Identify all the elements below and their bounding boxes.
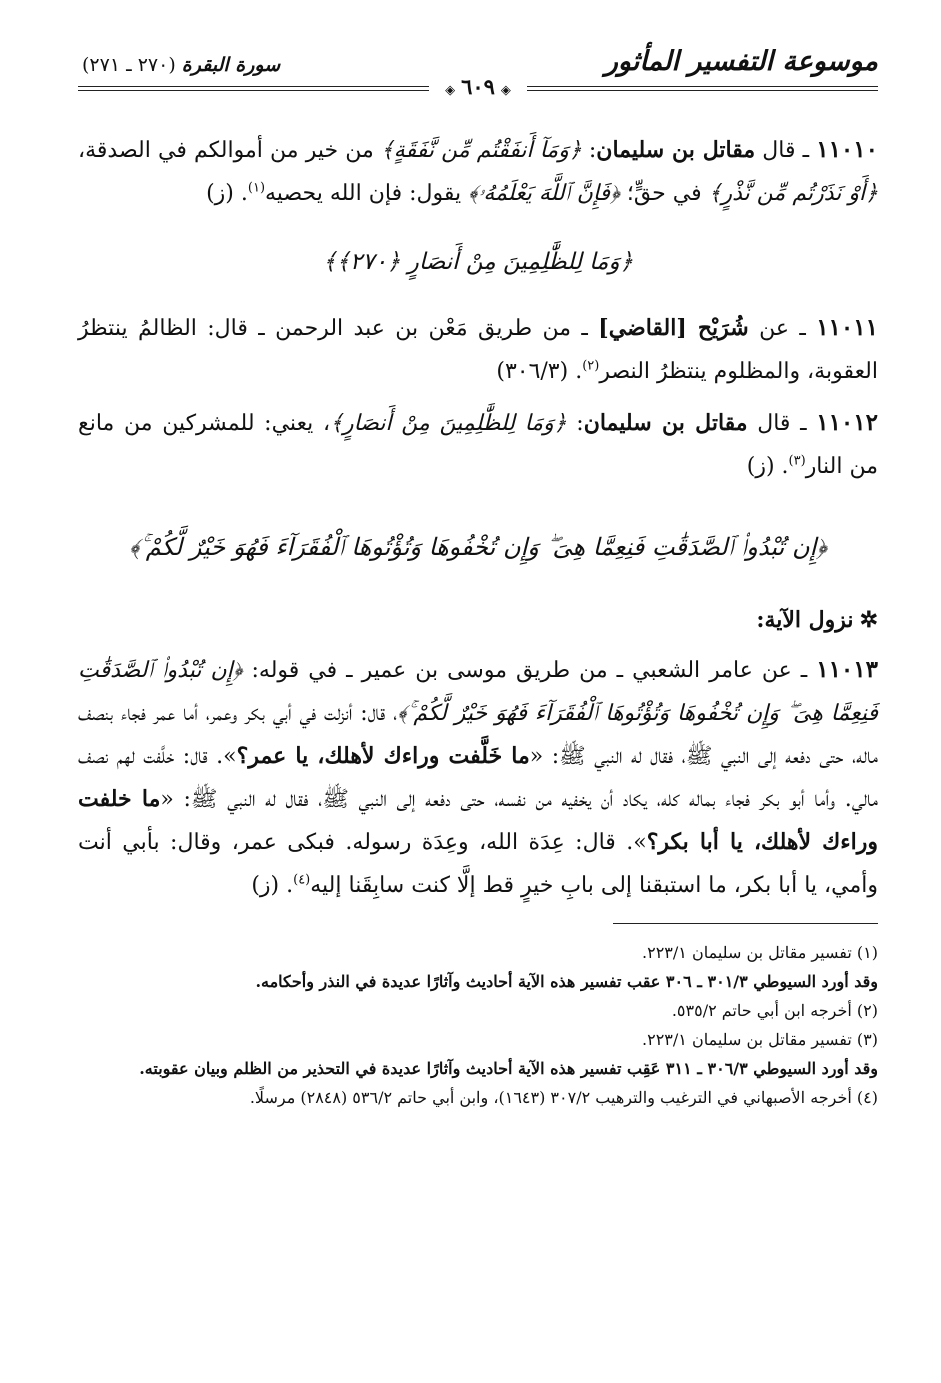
page-number: ◈٦٠٩◈ [429,74,527,99]
hadith-quote: ما خلفت وراءك لأهلك، يا أبا بكر؟ [78,786,878,855]
footnotes [78,938,878,1112]
surah-info [82,54,280,76]
entry-number: ١١٠١١ [816,314,878,341]
footnote-ref[interactable]: (٤) [293,872,311,888]
surah-name: سورة البقرة [181,54,281,76]
footnote-item: وقد أورد السيوطي ٣٠٦/٣ ـ ٣١١ عَقِب تفسير هذه الآية أحاديث وآثارًا عديدة في التحذير من الظلم وبيان عقوبته. [139,1059,878,1078]
footnote-ref[interactable]: (١) [247,180,266,196]
book-page [78,40,879,1107]
star-ornament-icon: ✲ [859,607,878,633]
narrator: مقاتل بن سليمان [583,410,748,436]
quran-quote: ﴿إِن تُبْدُوا۟ ٱلصَّدَقَٰتِ فَنِعِمَّا هِىَ ۖ وَإِن تُخْفُوهَا وَتُؤْتُوهَا ٱلْفُقَرَآءَ فَهُوَ خَيْرٌ لَّكُمْ ۚ﴾ [78,658,878,726]
footnote-ref[interactable]: (٣) [788,453,806,469]
hadith-quote: ما خَلَّفت وراءك لأهلك، يا عمر؟ [236,743,530,769]
entry-number: ١١٠١٣ [816,656,878,683]
footnote-divider [613,923,878,924]
footnote-item: (٣) تفسير مقاتل بن سليمان ٢٢٣/١. [642,1030,878,1049]
footnote-item: وقد أورد السيوطي ٣٠١/٣ ـ ٣٠٦ عقب تفسير هذه الآية أحاديث وآثارًا عديدة في النذر وأحكامه. [255,972,878,991]
footnote-item: (٢) أخرجه ابن أبي حاتم ٥٣٥/٢. [671,1001,878,1020]
page-content [78,128,878,1112]
entry-11013: ١١٠١٣ ـ عن عامر الشعبي ـ من طريق موسى بن عمير ـ في قوله: ﴿إِن تُبْدُوا۟ ٱلصَّدَقَٰتِ فَنِعِمَّا هِىَ ۖ وَإِن تُخْفُوهَا وَتُؤْتُوهَا ٱلْفُقَرَآءَ فَهُوَ خَيْرٌ لَّكُمْ ۚ﴾، قال: أنزلت في أبي بكر وعمر، أما عمر فجاء بنصف ماله، حتى دفعه إلى النبي ﷺ، فقال له النبي ﷺ: «ما خَلَّفت وراءك لأهلك، يا عمر؟». قال: خلَّفت لهم نصف مالي. وأما أبو بكر فجاء بماله كله، يكاد أن يخفيه من نفسه، حتى دفعه إلى النبي ﷺ، فقال له النبي ﷺ: «ما خلفت وراءك لأهلك، يا أبا بكر؟». قال: عِدَة الله، وعِدَة رسوله. فبكى عمر، وقال: بأبي أنت وأمي، يا أبا بكر، ما استبقنا إلى بابِ خيرٍ قط إلَّا كنت سابِقَنا إليه$^{(٤)}$. (ز) [78,656,879,898]
verse-range: (٢٧٠ ـ ٢٧١) [82,54,176,76]
section-title: ✲نزول الآية: [756,607,878,633]
verse-heading: ﴿إِن تُبْدُوا۟ ٱلصَّدَقَٰتِ فَنِعِمَّا هِىَ ۖ وَإِن تُخْفُوهَا وَتُؤْتُوهَا ٱلْفُقَرَآءَ فَهُوَ خَيْرٌ لَّكُمْ ۚ﴾ [129,533,827,561]
quran-quote: ﴿وَمَا لِلظَّٰلِمِينَ مِنْ أَنصَارٍ﴾ [330,411,567,436]
entry-11012: ١١٠١٢ ـ قال مقاتل بن سليمان: ﴿وَمَا لِلظَّٰلِمِينَ مِنْ أَنصَارٍ﴾، يعني: للمشركين من مانع من النار$^{(٣)}$. (ز) [78,409,878,479]
ornament-icon: ◈ [500,83,511,98]
entry-11011: ١١٠١١ ـ عن شُرَيْح [القاضي] ـ من طريق مَعْن بن عبد الرحمن ـ قال: الظالمُ ينتظرُ العقوبة، والمظلوم ينتظرُ النصر$^{(٢)}$. (٣٠٦/٣) [78,314,878,384]
quran-quote: ﴿وَمَآ أَنفَقْتُم مِّن نَّفَقَةٍ﴾ [380,138,582,163]
ornament-icon: ◈ [445,83,456,98]
footnote-item: (٤) أخرجه الأصبهاني في الترغيب والترهيب ٣٠٧/٢ (١٦٤٣)، وابن أبي حاتم ٥٣٦/٢ (٢٨٤٨) مرسلًا. [249,1088,878,1107]
verse-heading: ﴿وَمَا لِلظَّٰلِمِينَ مِنْ أَنصَارٍ ﴿٢٧٠﴾﴾ [322,249,634,275]
narrator: مقاتل بن سليمان [596,137,756,163]
page-header [78,40,878,99]
quran-quote: ﴿فَإِنَّ ٱللَّهَ يَعْلَمُهُۥ﴾ [468,181,620,206]
entry-11010: ١١٠١٠ ـ قال مقاتل بن سليمان: ﴿وَمَآ أَنفَقْتُم مِّن نَّفَقَةٍ﴾ من خير من أموالكم في الصدقة، ﴿أَوْ نَذَرْتُم مِّن نَّذْرٍ﴾ في حقٍّ؛ ﴿فَإِنَّ ٱللَّهَ يَعْلَمُهُۥ﴾ يقول: فإن الله يحصيه$^{(١)}$. (ز) [78,136,878,206]
footnote-item: (١) تفسير مقاتل بن سليمان ٢٢٣/١. [642,943,878,962]
entry-number: ١١٠١٠ [816,136,878,163]
narrator: شُرَيْح [القاضي] [598,315,749,341]
book-title: موسوعة التفسير المأثور [604,46,878,77]
footnote-ref[interactable]: (٢) [582,358,600,374]
quran-quote: ﴿أَوْ نَذَرْتُم مِّن نَّذْرٍ﴾ [708,181,878,206]
entry-number: ١١٠١٢ [816,409,878,436]
